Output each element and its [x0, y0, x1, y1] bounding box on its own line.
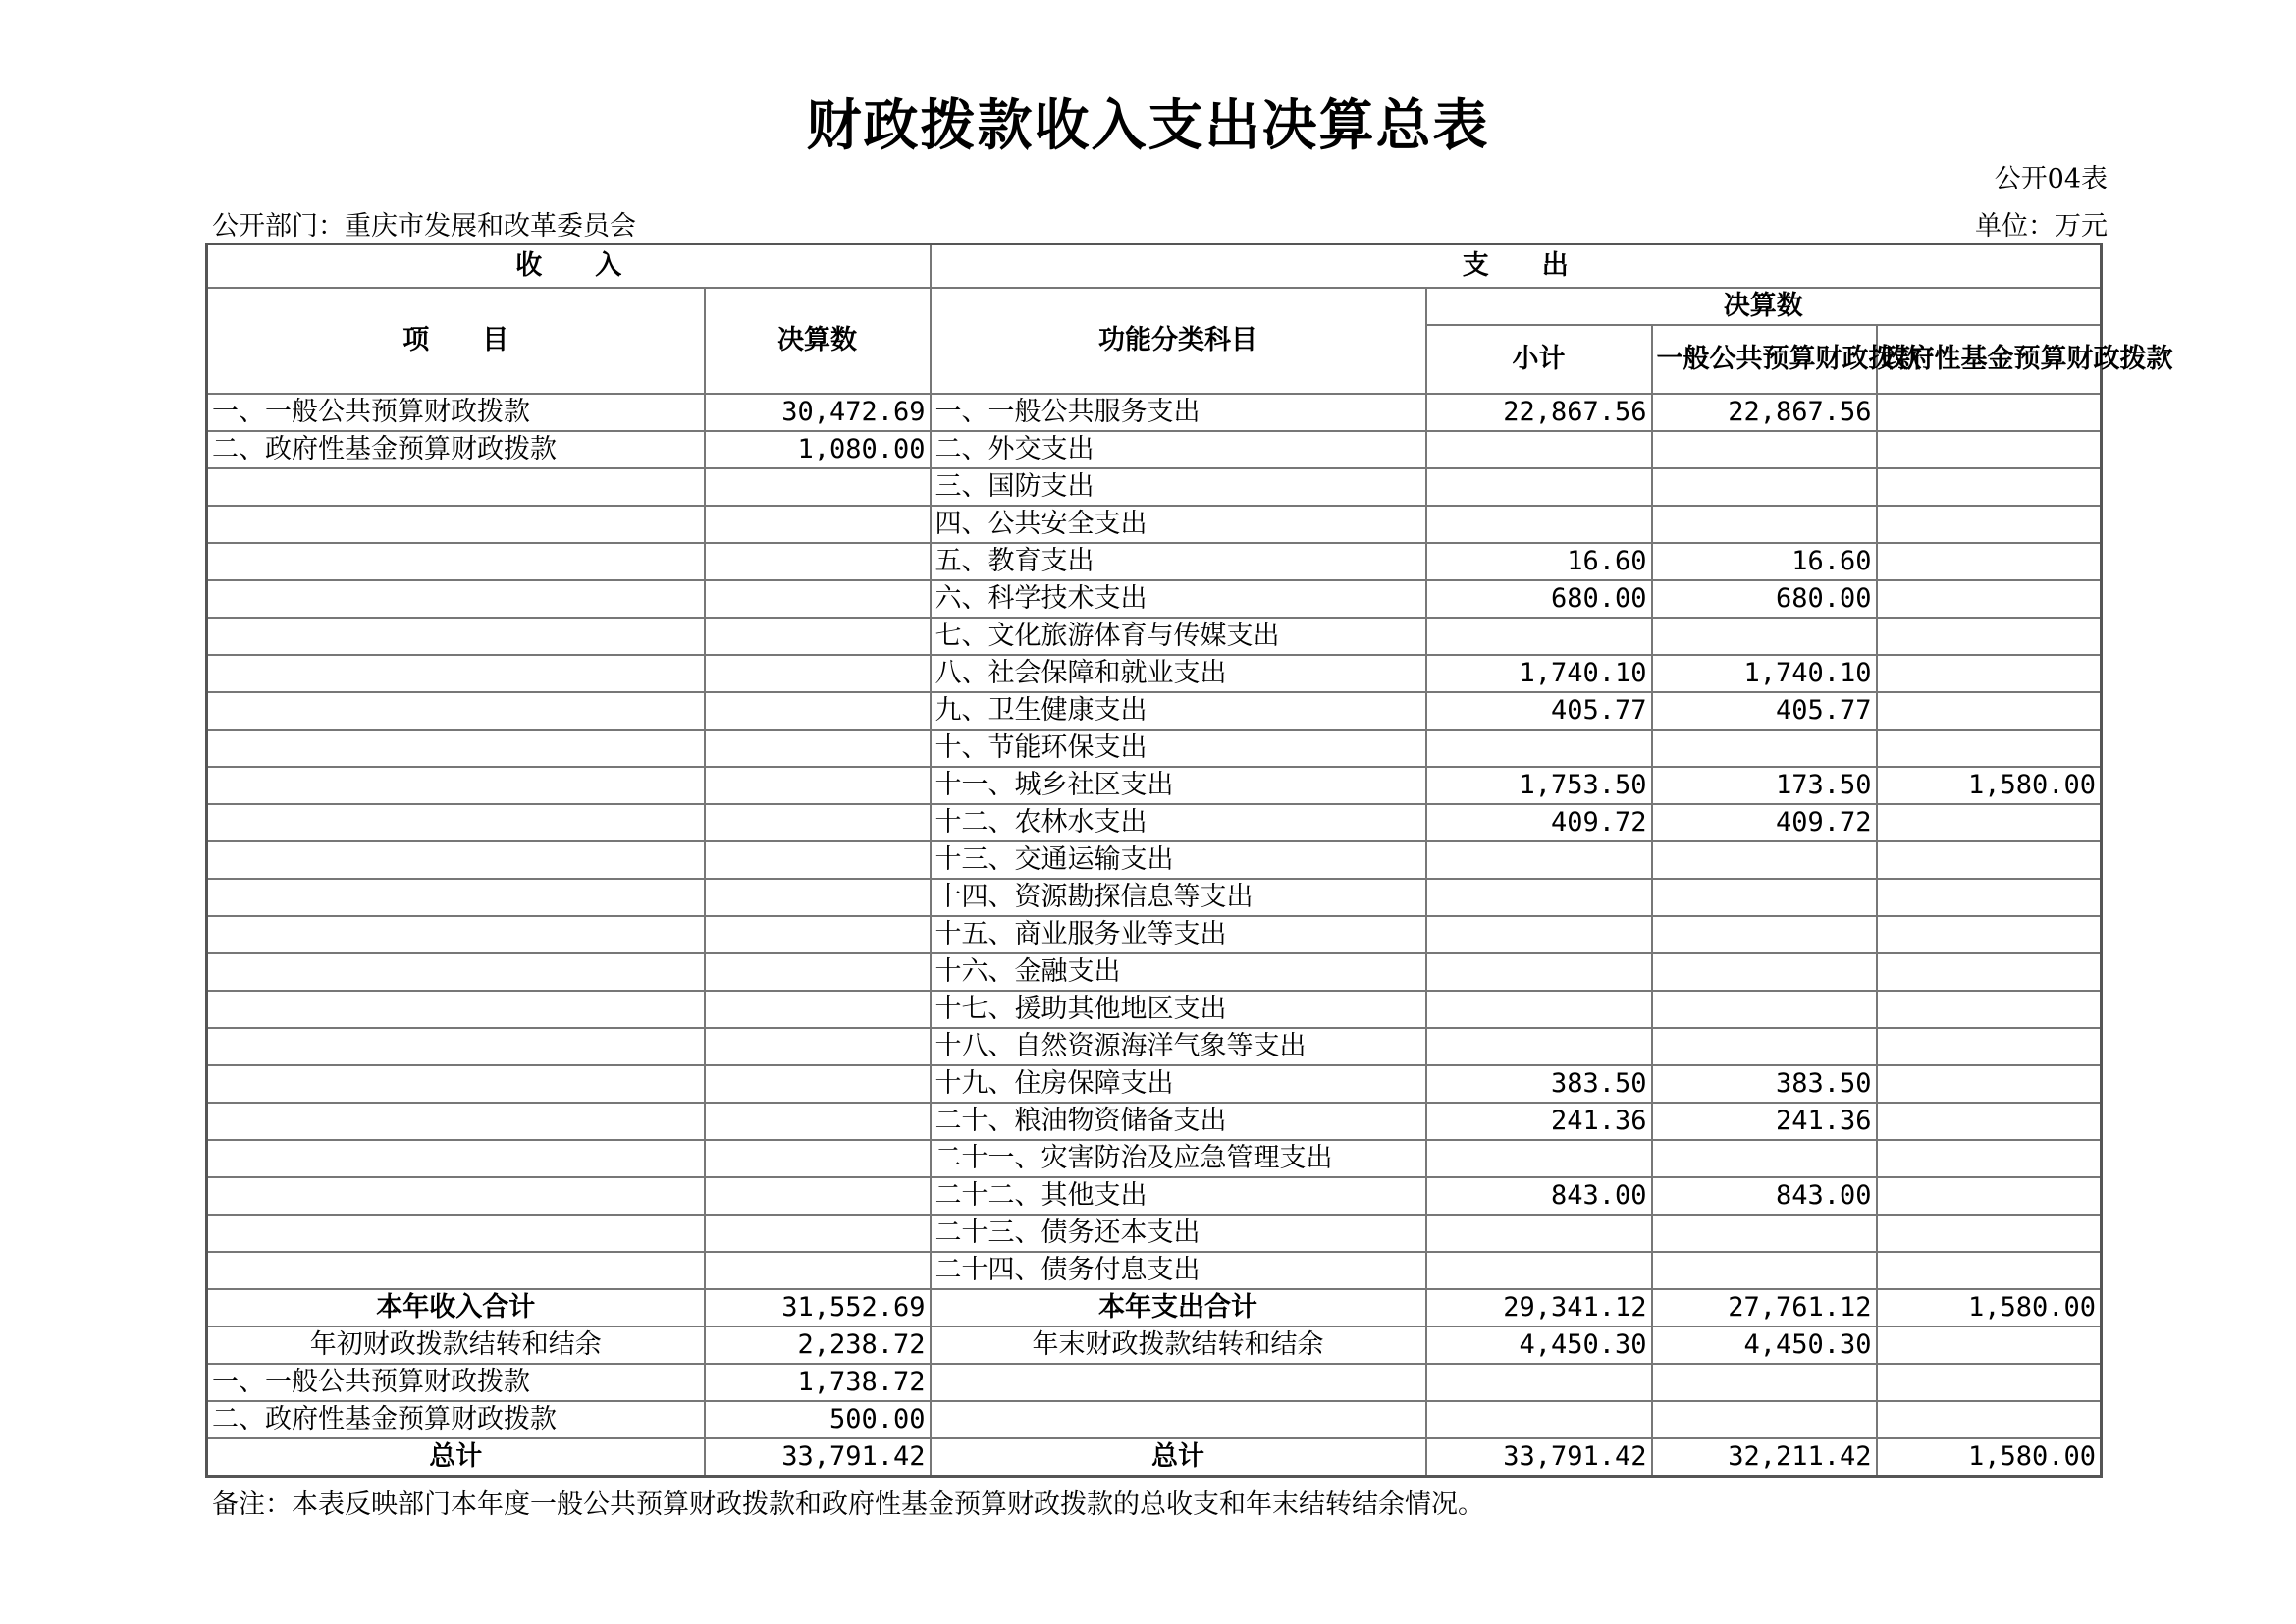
subtotal-cell — [1426, 431, 1652, 468]
income-item-cell: 二、政府性基金预算财政拨款 — [207, 431, 705, 468]
income-item-cell: 一、一般公共预算财政拨款 — [207, 394, 705, 431]
income-item-cell — [207, 1065, 705, 1103]
subtotal-cell: 383.50 — [1426, 1065, 1652, 1103]
expense-item-cell: 七、文化旅游体育与传媒支出 — [931, 618, 1426, 655]
expense-item-cell: 十四、资源勘探信息等支出 — [931, 879, 1426, 916]
carry-over-row — [207, 1326, 2102, 1364]
expense-item-cell: 六、科学技术支出 — [931, 580, 1426, 618]
expense-item-cell: 二十四、债务付息支出 — [931, 1252, 1426, 1289]
table-row — [207, 580, 2102, 618]
general-budget-cell — [1652, 506, 1877, 543]
fund-budget-cell — [1877, 394, 2102, 431]
fund-budget-cell — [1877, 916, 2102, 953]
expense-item-cell: 十六、金融支出 — [931, 953, 1426, 991]
empty-cell — [931, 1364, 1426, 1401]
general-budget-cell — [1652, 841, 1877, 879]
general-budget-cell — [1652, 1252, 1877, 1289]
empty-cell — [931, 1401, 1426, 1438]
table-row — [207, 1103, 2102, 1140]
expense-item-cell: 十、节能环保支出 — [931, 730, 1426, 767]
table-row — [207, 841, 2102, 879]
fund-budget-cell — [1877, 1252, 2102, 1289]
general-budget-cell — [1652, 916, 1877, 953]
fund-budget-cell — [1877, 655, 2102, 692]
table-row — [207, 1065, 2102, 1103]
fund-budget-cell — [1877, 543, 2102, 580]
table-row — [207, 991, 2102, 1028]
general-budget-cell — [1652, 618, 1877, 655]
income-amount-cell — [705, 543, 931, 580]
expense-item-cell: 五、教育支出 — [931, 543, 1426, 580]
income-amount-cell — [705, 767, 931, 804]
income-item-cell — [207, 804, 705, 841]
income-amount-cell — [705, 1103, 931, 1140]
income-item-cell — [207, 916, 705, 953]
general-budget-cell: 173.50 — [1652, 767, 1877, 804]
income-amount-cell: 1,080.00 — [705, 431, 931, 468]
income-amount-cell — [705, 841, 931, 879]
general-budget-cell: 16.60 — [1652, 543, 1877, 580]
fund-budget-cell — [1877, 953, 2102, 991]
income-item-cell — [207, 953, 705, 991]
year-expense-general: 27,761.12 — [1652, 1289, 1877, 1326]
table-row — [207, 431, 2102, 468]
income-amount-cell — [705, 618, 931, 655]
carry-detail-item: 一、一般公共预算财政拨款 — [207, 1364, 705, 1401]
income-amount-cell — [705, 953, 931, 991]
expense-item-cell: 十二、农林水支出 — [931, 804, 1426, 841]
income-amount-cell — [705, 506, 931, 543]
general-budget-cell — [1652, 431, 1877, 468]
general-budget-cell — [1652, 468, 1877, 506]
expense-item-cell: 十三、交通运输支出 — [931, 841, 1426, 879]
income-item-cell — [207, 730, 705, 767]
income-amount-cell — [705, 1140, 931, 1177]
department-label: 公开部门：重庆市发展和改革委员会 — [212, 211, 636, 242]
fund-budget-cell — [1877, 1065, 2102, 1103]
subtotal-cell: 405.77 — [1426, 692, 1652, 730]
subtotal-cell — [1426, 1215, 1652, 1252]
carry-expense-subtotal: 4,450.30 — [1426, 1326, 1652, 1364]
income-amount-cell — [705, 1215, 931, 1252]
fund-budget-cell — [1877, 991, 2102, 1028]
general-budget-cell: 409.72 — [1652, 804, 1877, 841]
table-row — [207, 1028, 2102, 1065]
carry-expense-label: 年末财政拨款结转和结余 — [931, 1326, 1426, 1364]
empty-cell — [1652, 1401, 1877, 1438]
fund-budget-cell — [1877, 1177, 2102, 1215]
income-amount-cell — [705, 468, 931, 506]
table-row — [207, 394, 2102, 431]
final-amount-group-header: 决算数 — [1426, 288, 2102, 325]
general-budget-cell — [1652, 730, 1877, 767]
subtotal-cell — [1426, 618, 1652, 655]
page-title: 财政拨款收入支出决算总表 — [806, 94, 1490, 158]
subtotal-cell — [1426, 1140, 1652, 1177]
income-item-cell — [207, 1028, 705, 1065]
footnote: 备注：本表反映部门本年度一般公共预算财政拨款和政府性基金预算财政拨款的总收支和年末结转结余情况。 — [212, 1489, 1484, 1520]
general-budget-cell: 405.77 — [1652, 692, 1877, 730]
year-total-row — [207, 1289, 2102, 1326]
carry-detail-amount: 1,738.72 — [705, 1364, 931, 1401]
income-item-cell — [207, 1140, 705, 1177]
grand-income-total-label: 总计 — [207, 1438, 705, 1477]
table-row — [207, 804, 2102, 841]
budget-table — [205, 243, 2173, 1478]
fund-budget-cell — [1877, 1215, 2102, 1252]
table-row — [207, 618, 2102, 655]
subtotal-cell — [1426, 468, 1652, 506]
income-item-cell — [207, 767, 705, 804]
fund-budget-cell — [1877, 879, 2102, 916]
table-row — [207, 767, 2102, 804]
carry-income-amount: 2,238.72 — [705, 1326, 931, 1364]
subtotal-cell: 22,867.56 — [1426, 394, 1652, 431]
table-row — [207, 1252, 2102, 1289]
income-item-cell — [207, 991, 705, 1028]
subtotal-cell — [1426, 730, 1652, 767]
grand-expense-general: 32,211.42 — [1652, 1438, 1877, 1477]
subtotal-header: 小计 — [1426, 325, 1652, 394]
table-row — [207, 506, 2102, 543]
carry-detail-row — [207, 1401, 2102, 1438]
income-header: 收 入 — [207, 244, 931, 289]
expense-item-cell: 二十一、灾害防治及应急管理支出 — [931, 1140, 1426, 1177]
general-budget-cell: 22,867.56 — [1652, 394, 1877, 431]
general-budget-cell: 383.50 — [1652, 1065, 1877, 1103]
general-budget-cell: 680.00 — [1652, 580, 1877, 618]
empty-cell — [1877, 1364, 2102, 1401]
fund-budget-cell: 1,580.00 — [1877, 767, 2102, 804]
income-amount-cell — [705, 655, 931, 692]
fund-budget-cell — [1877, 804, 2102, 841]
expense-item-cell: 十五、商业服务业等支出 — [931, 916, 1426, 953]
income-item-cell — [207, 841, 705, 879]
year-expense-fund: 1,580.00 — [1877, 1289, 2102, 1326]
table-row — [207, 879, 2102, 916]
income-item-cell — [207, 1215, 705, 1252]
grand-expense-subtotal: 33,791.42 — [1426, 1438, 1652, 1477]
expense-item-cell: 四、公共安全支出 — [931, 506, 1426, 543]
expense-item-cell: 十八、自然资源海洋气象等支出 — [931, 1028, 1426, 1065]
table-row — [207, 543, 2102, 580]
subtotal-cell — [1426, 879, 1652, 916]
income-amount-cell — [705, 1028, 931, 1065]
general-budget-cell — [1652, 1140, 1877, 1177]
subtotal-cell — [1426, 1252, 1652, 1289]
income-item-cell — [207, 655, 705, 692]
year-income-total-label: 本年收入合计 — [207, 1289, 705, 1326]
income-amount-cell — [705, 916, 931, 953]
empty-cell — [1652, 1364, 1877, 1401]
subtotal-cell — [1426, 916, 1652, 953]
subtotal-cell: 680.00 — [1426, 580, 1652, 618]
subtotal-cell: 241.36 — [1426, 1103, 1652, 1140]
general-budget-cell: 1,740.10 — [1652, 655, 1877, 692]
expense-item-cell: 十一、城乡社区支出 — [931, 767, 1426, 804]
general-budget-cell — [1652, 879, 1877, 916]
income-amount-cell — [705, 580, 931, 618]
income-item-cell — [207, 468, 705, 506]
subtotal-cell — [1426, 1028, 1652, 1065]
expense-item-cell: 三、国防支出 — [931, 468, 1426, 506]
empty-cell — [1426, 1401, 1652, 1438]
function-category-header: 功能分类科目 — [931, 288, 1426, 394]
grand-expense-total-label: 总计 — [931, 1438, 1426, 1477]
fund-budget-cell — [1877, 618, 2102, 655]
grand-expense-fund: 1,580.00 — [1877, 1438, 2102, 1477]
expense-item-cell: 二十三、债务还本支出 — [931, 1215, 1426, 1252]
table-row — [207, 916, 2102, 953]
income-item-cell — [207, 543, 705, 580]
table-row — [207, 1140, 2102, 1177]
income-item-cell — [207, 692, 705, 730]
expense-item-cell: 二十二、其他支出 — [931, 1177, 1426, 1215]
fund-budget-cell — [1877, 431, 2102, 468]
general-budget-cell — [1652, 1215, 1877, 1252]
general-budget-cell — [1652, 1028, 1877, 1065]
unit-label: 单位：万元 — [1975, 211, 2108, 242]
subtotal-cell: 843.00 — [1426, 1177, 1652, 1215]
carry-detail-amount: 500.00 — [705, 1401, 931, 1438]
table-row — [207, 953, 2102, 991]
subtotal-cell — [1426, 506, 1652, 543]
subtotal-cell: 16.60 — [1426, 543, 1652, 580]
general-budget-cell: 843.00 — [1652, 1177, 1877, 1215]
table-row — [207, 1177, 2102, 1215]
expense-item-cell: 八、社会保障和就业支出 — [931, 655, 1426, 692]
grand-total-row — [207, 1438, 2102, 1477]
fund-budget-header: 政府性基金预算财政拨款 — [1877, 325, 2102, 394]
expense-item-cell: 二十、粮油物资储备支出 — [931, 1103, 1426, 1140]
expense-item-cell: 一、一般公共服务支出 — [931, 394, 1426, 431]
year-expense-subtotal: 29,341.12 — [1426, 1289, 1652, 1326]
fund-budget-cell — [1877, 506, 2102, 543]
empty-cell — [1426, 1364, 1652, 1401]
income-item-cell — [207, 506, 705, 543]
year-income-total-amount: 31,552.69 — [705, 1289, 931, 1326]
income-amount-cell — [705, 1065, 931, 1103]
income-item-cell — [207, 879, 705, 916]
fund-budget-cell — [1877, 841, 2102, 879]
table-row — [207, 1215, 2102, 1252]
income-amount-cell — [705, 692, 931, 730]
fund-budget-cell — [1877, 580, 2102, 618]
subtotal-cell: 1,753.50 — [1426, 767, 1652, 804]
table-row — [207, 692, 2102, 730]
form-code: 公开04表 — [1994, 164, 2108, 194]
item-header: 项 目 — [207, 288, 705, 394]
fund-budget-cell — [1877, 692, 2102, 730]
general-budget-header: 一般公共预算财政拨款 — [1652, 325, 1877, 394]
section-header-row — [207, 244, 2102, 289]
table-row — [207, 655, 2102, 692]
year-expense-total-label: 本年支出合计 — [931, 1289, 1426, 1326]
carry-detail-item: 二、政府性基金预算财政拨款 — [207, 1401, 705, 1438]
grand-income-total-amount: 33,791.42 — [705, 1438, 931, 1477]
income-item-cell — [207, 1177, 705, 1215]
fund-budget-cell — [1877, 730, 2102, 767]
expense-item-cell: 十七、援助其他地区支出 — [931, 991, 1426, 1028]
income-amount-cell — [705, 879, 931, 916]
income-item-cell — [207, 1103, 705, 1140]
subtotal-cell: 409.72 — [1426, 804, 1652, 841]
table-row — [207, 730, 2102, 767]
expense-item-cell: 九、卫生健康支出 — [931, 692, 1426, 730]
empty-cell — [1877, 1401, 2102, 1438]
general-budget-cell — [1652, 991, 1877, 1028]
income-amount-cell — [705, 804, 931, 841]
income-amount-cell — [705, 1252, 931, 1289]
fund-budget-cell — [1877, 468, 2102, 506]
expense-item-cell: 十九、住房保障支出 — [931, 1065, 1426, 1103]
expense-item-cell: 二、外交支出 — [931, 431, 1426, 468]
general-budget-cell — [1652, 953, 1877, 991]
subtotal-cell: 1,740.10 — [1426, 655, 1652, 692]
final-amount-header: 决算数 — [705, 288, 931, 394]
income-amount-cell: 30,472.69 — [705, 394, 931, 431]
subtotal-cell — [1426, 953, 1652, 991]
carry-expense-general: 4,450.30 — [1652, 1326, 1877, 1364]
column-header-row — [207, 288, 2102, 325]
carry-detail-row — [207, 1364, 2102, 1401]
general-budget-cell: 241.36 — [1652, 1103, 1877, 1140]
income-amount-cell — [705, 1177, 931, 1215]
fund-budget-cell — [1877, 1140, 2102, 1177]
subtotal-cell — [1426, 991, 1652, 1028]
income-amount-cell — [705, 991, 931, 1028]
fund-budget-cell — [1877, 1103, 2102, 1140]
income-item-cell — [207, 618, 705, 655]
fund-budget-cell — [1877, 1028, 2102, 1065]
table-row — [207, 468, 2102, 506]
expense-header: 支 出 — [931, 244, 2102, 289]
income-amount-cell — [705, 730, 931, 767]
carry-expense-fund — [1877, 1326, 2102, 1364]
income-item-cell — [207, 1252, 705, 1289]
carry-income-label: 年初财政拨款结转和结余 — [207, 1326, 705, 1364]
income-item-cell — [207, 580, 705, 618]
subtotal-cell — [1426, 841, 1652, 879]
